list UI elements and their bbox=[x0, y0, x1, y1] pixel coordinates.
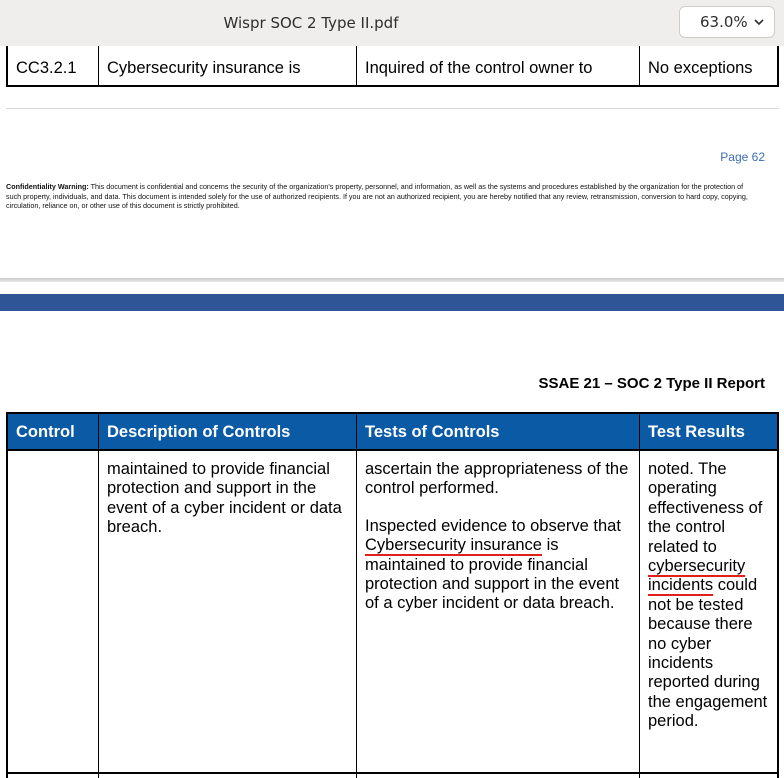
annotated-phrase: Cybersecurity insurance bbox=[365, 536, 542, 555]
results-text-after: could not be tested because there no cyber incidents reported during the engagement period. bbox=[648, 576, 768, 731]
page-number: Page 62 bbox=[720, 150, 765, 164]
test-cell: Inquired of the control owner to bbox=[357, 46, 640, 85]
table-row bbox=[8, 451, 777, 778]
tests-cell bbox=[357, 451, 640, 778]
result-cell: No exceptions bbox=[648, 59, 753, 77]
document-title: Wispr SOC 2 Type II.pdf bbox=[223, 14, 399, 32]
annotated-phrase: cybersecurity incidents bbox=[648, 557, 746, 595]
control-cell: CC3.2.1 bbox=[8, 46, 99, 85]
confidentiality-text: This document is confidential and concerns the security of the organization's property, personnel, and information, as well as the systems and procedures established by the organization for the protection of such property, individuals, and data. This document is intended solely for the use of authorized recipients. If you are not an authorized recipient, you are hereby notified that any review, retransmission, conversion to hard copy, copying, circulation, reliance on, or other use of this document is strictly prohibited. bbox=[6, 182, 748, 211]
viewer-toolbar bbox=[0, 0, 784, 47]
zoom-dropdown[interactable] bbox=[679, 6, 775, 38]
tests-text-before: Inspected evidence to observe that bbox=[365, 516, 621, 535]
header-description: Description of Controls bbox=[99, 414, 357, 449]
zoom-value: 63.0% bbox=[700, 13, 748, 31]
description-text: maintained to provide financial protection and support in the event of a cyber incident or data breach. bbox=[107, 460, 342, 537]
confidentiality-warning bbox=[6, 182, 756, 211]
tests-text-after: is maintained to provide financial protection and support in the event of a cyber incident or data breach. bbox=[365, 536, 620, 613]
tests-paragraph-1: ascertain the appropriateness of the control performed. bbox=[365, 460, 629, 498]
description-cell: Cybersecurity insurance is bbox=[99, 46, 357, 85]
header-control: Control bbox=[8, 414, 99, 449]
page-header-bar bbox=[0, 294, 784, 311]
header-results: Test Results bbox=[648, 423, 745, 441]
table-bottom-border bbox=[6, 772, 779, 774]
page-separator bbox=[0, 278, 784, 282]
report-title: SSAE 21 – SOC 2 Type II Report bbox=[538, 375, 765, 392]
description-cell bbox=[99, 451, 357, 778]
results-text bbox=[648, 460, 771, 732]
tests-paragraph-2 bbox=[365, 517, 633, 614]
control-cell bbox=[8, 451, 99, 778]
pdf-page-62 bbox=[0, 46, 784, 280]
results-text-before: noted. The operating effectiveness of the control related to bbox=[648, 460, 763, 556]
table-row bbox=[6, 46, 779, 87]
header-tests: Tests of Controls bbox=[357, 414, 640, 449]
table-header bbox=[8, 414, 777, 451]
confidentiality-label: Confidentiality Warning: bbox=[6, 182, 89, 191]
chevron-down-icon bbox=[754, 19, 764, 26]
controls-table bbox=[6, 412, 779, 778]
footer-divider bbox=[6, 108, 779, 109]
results-cell bbox=[640, 451, 777, 778]
